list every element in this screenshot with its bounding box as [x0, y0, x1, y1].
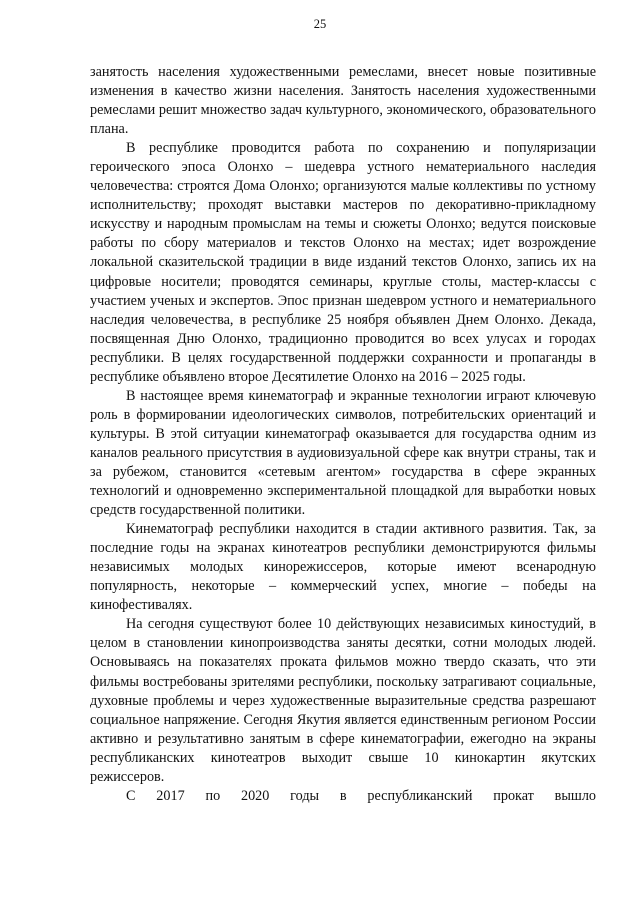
- paragraph-film-studios: На сегодня существуют более 10 действующих независимых киностудий, в целом в становлении кинопроизводства заняты десятки, сотни молодых людей. Основываясь на показателях проката фильмов можно твердо сказать, что эти фильмы востребованы зрителями республики, поскольку затрагивают социальные, духовные проблемы и через художественные выразительные средства разрешают социальное напряжение. Сегодня Якутия является единственным регионом России активно и результативно занятым в сфере кинематографии, ежегодно на экраны республиканских кинотеатров выходит свыше 10 кинокартин якутских режиссеров.: [90, 616, 596, 785]
- page-number: 25: [313, 17, 327, 31]
- paragraph-cinema-development: Кинематограф республики находится в стадии активного развития. Так, за последние годы на экранах кинотеатров республики демонстрируются фильмы независимых молодых кинорежиссеров, которые имеют всенародную популярность, некоторые – коммерческий успех, многие – победы на кинофестивалях.: [90, 521, 596, 614]
- body-text: [90, 63, 596, 806]
- paragraph-olonkho: В республике проводится работа по сохранению и популяризации героического эпоса Олонхо – шедевра устного нематериального наследия человечества: строятся Дома Олонхо; организуются малые коллективы по устному исполнительству; проходят выставки мастеров по декоративно-прикладному искусству и народным промыслам на темы и сюжеты Олонхо; ведутся поисковые работы по сбору материалов и текстов Олонхо на местах; идет возрождение локальной сказительской традиции в виде изданий текстов Олонхо, запись их на цифровые носители; проводятся семинары, круглые столы, мастер-классы с участием ученых и экспертов. Эпос признан шедевром устного и нематериального наследия человечества, в республике 25 ноября объявлен Днем Олонхо. Декада, посвященная Дню Олонхо, традиционно проводится во всех улусах и городах республики. В целях государственной поддержки сохранности и пропаганды в республике объявлено второе Десятилетие Олонхо на 2016 – 2025 годы.: [90, 140, 596, 385]
- paragraph-film-distribution: С 2017 по 2020 годы в республиканский прокат вышло: [126, 787, 596, 804]
- paragraph-cinema-role: В настоящее время кинематограф и экранные технологии играют ключевую роль в формировании идеологических символов, потребительских ориентаций и культуры. В этой ситуации кинематограф оказывается для государства одним из каналов реального присутствия в аудиовизуальной сфере как внутри страны, так и за рубежом, становится «сетевым агентом» государства в сфере экранных технологий и одновременно экспериментальной площадкой для выработки новых средств государственной политики.: [90, 387, 596, 519]
- paragraph-crafts-employment: занятость населения художественными ремеслами, внесет новые позитивные изменения в качество жизни населения. Занятость населения художественными ремеслами решит множество задач культурного, экономического, образовательного плана.: [90, 64, 596, 138]
